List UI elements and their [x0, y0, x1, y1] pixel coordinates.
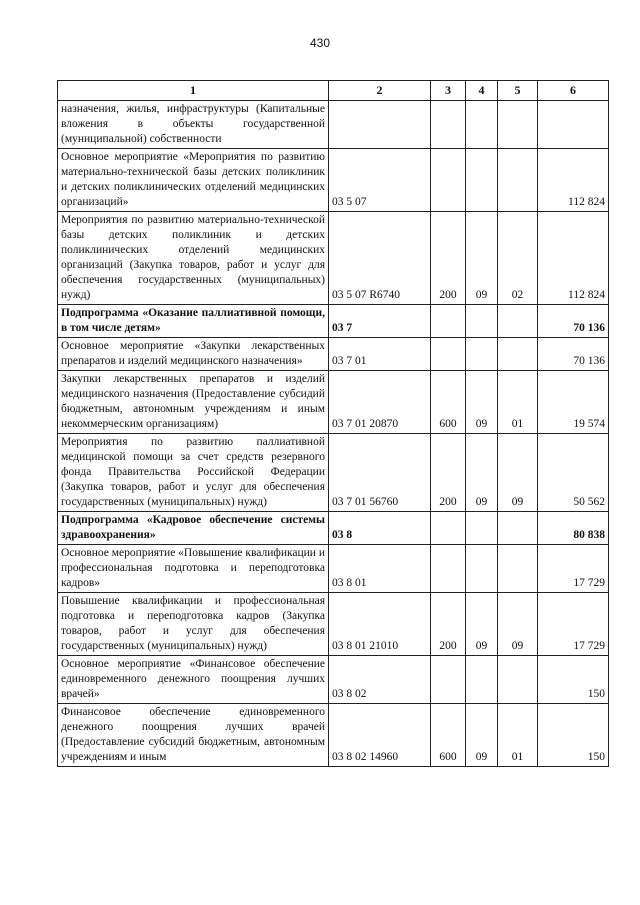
cell-amount: 80 838 [538, 512, 609, 545]
cell-section [466, 338, 498, 371]
cell-amount: 150 [538, 704, 609, 767]
cell-subsection [498, 512, 538, 545]
cell-name: Подпрограмма «Оказание паллиативной помощи, в том числе детям» [58, 305, 329, 338]
cell-section [466, 305, 498, 338]
cell-name: назначения, жилья, инфраструктуры (Капитальные вложения в объекты государственной (муниципальной) собственности [58, 101, 329, 149]
cell-expense-type [431, 512, 466, 545]
cell-code: 03 7 01 20870 [329, 371, 431, 434]
cell-code: 03 8 01 21010 [329, 593, 431, 656]
table-row [58, 101, 609, 149]
cell-subsection: 02 [498, 212, 538, 305]
column-header-1: 1 [58, 81, 329, 101]
cell-section [466, 512, 498, 545]
cell-code: 03 7 [329, 305, 431, 338]
cell-section: 09 [466, 371, 498, 434]
table-row [58, 434, 609, 512]
cell-expense-type [431, 305, 466, 338]
table-row [58, 212, 609, 305]
cell-amount: 70 136 [538, 305, 609, 338]
cell-code: 03 8 02 14960 [329, 704, 431, 767]
cell-section: 09 [466, 593, 498, 656]
cell-code: 03 8 02 [329, 656, 431, 704]
cell-expense-type [431, 656, 466, 704]
column-header-6: 6 [538, 81, 609, 101]
cell-name: Подпрограмма «Кадровое обеспечение системы здравоохранения» [58, 512, 329, 545]
table-row [58, 704, 609, 767]
cell-code: 03 5 07 R6740 [329, 212, 431, 305]
cell-name: Закупки лекарственных препаратов и изделий медицинского назначения (Предоставление субсидий бюджетным, автономным учреждениям и иным некоммерческим организациям) [58, 371, 329, 434]
table-row [58, 149, 609, 212]
cell-name: Финансовое обеспечение единовременного денежного поощрения лучших врачей (Предоставление субсидий бюджетным, автономным учреждениям и иным [58, 704, 329, 767]
cell-section: 09 [466, 212, 498, 305]
cell-code: 03 8 [329, 512, 431, 545]
cell-name: Мероприятия по развитию материально-технической базы детских поликлиник и детских поликлинических отделений медицинских организаций (Закупка товаров, работ и услуг для обеспечения государственных (муниципальных) нужд) [58, 212, 329, 305]
table-header-row [58, 81, 609, 101]
cell-expense-type: 600 [431, 704, 466, 767]
cell-section [466, 545, 498, 593]
cell-code: 03 5 07 [329, 149, 431, 212]
table-row [58, 512, 609, 545]
cell-amount: 150 [538, 656, 609, 704]
table-row [58, 545, 609, 593]
cell-subsection: 09 [498, 593, 538, 656]
cell-subsection [498, 545, 538, 593]
column-header-4: 4 [466, 81, 498, 101]
cell-code: 03 8 01 [329, 545, 431, 593]
budget-table [57, 80, 609, 767]
cell-name: Основное мероприятие «Повышение квалификации и профессиональная подготовка и переподготовка кадров» [58, 545, 329, 593]
cell-amount: 17 729 [538, 545, 609, 593]
cell-amount: 50 562 [538, 434, 609, 512]
page-number: 430 [309, 36, 331, 50]
cell-expense-type [431, 545, 466, 593]
cell-subsection: 01 [498, 371, 538, 434]
cell-amount: 17 729 [538, 593, 609, 656]
column-header-3: 3 [431, 81, 466, 101]
cell-code: 03 7 01 [329, 338, 431, 371]
cell-name: Основное мероприятие «Финансовое обеспечение единовременного денежного поощрения лучших врачей» [58, 656, 329, 704]
cell-subsection [498, 101, 538, 149]
column-header-5: 5 [498, 81, 538, 101]
table-row [58, 371, 609, 434]
cell-expense-type: 200 [431, 434, 466, 512]
table-row [58, 338, 609, 371]
cell-section: 09 [466, 704, 498, 767]
cell-subsection [498, 338, 538, 371]
cell-section [466, 101, 498, 149]
cell-expense-type: 200 [431, 212, 466, 305]
cell-expense-type [431, 101, 466, 149]
table-row [58, 656, 609, 704]
cell-amount: 112 824 [538, 149, 609, 212]
cell-amount: 19 574 [538, 371, 609, 434]
table-row [58, 305, 609, 338]
cell-name: Повышение квалификации и профессиональная подготовка и переподготовка кадров (Закупка товаров, работ и услуг для обеспечения государственных (муниципальных) нужд) [58, 593, 329, 656]
cell-amount [538, 101, 609, 149]
cell-code: 03 7 01 56760 [329, 434, 431, 512]
cell-subsection [498, 305, 538, 338]
cell-subsection: 01 [498, 704, 538, 767]
cell-expense-type [431, 338, 466, 371]
cell-subsection: 09 [498, 434, 538, 512]
cell-expense-type: 600 [431, 371, 466, 434]
cell-expense-type: 200 [431, 593, 466, 656]
cell-subsection [498, 149, 538, 212]
cell-expense-type [431, 149, 466, 212]
table-body [58, 101, 609, 767]
cell-name: Мероприятия по развитию паллиативной медицинской помощи за счет средств резервного фонда Правительства Российской Федерации (Закупка товаров, работ и услуг для обеспечения государственных (муниципальных) нужд) [58, 434, 329, 512]
cell-name: Основное мероприятие «Мероприятия по развитию материально-технической базы детских поликлиник и детских поликлинических отделений медицинских организаций» [58, 149, 329, 212]
cell-name: Основное мероприятие «Закупки лекарственных препаратов и изделий медицинского назначения» [58, 338, 329, 371]
cell-amount: 112 824 [538, 212, 609, 305]
table-row [58, 593, 609, 656]
cell-section [466, 656, 498, 704]
cell-amount: 70 136 [538, 338, 609, 371]
cell-section: 09 [466, 434, 498, 512]
column-header-2: 2 [329, 81, 431, 101]
cell-section [466, 149, 498, 212]
cell-subsection [498, 656, 538, 704]
cell-code [329, 101, 431, 149]
